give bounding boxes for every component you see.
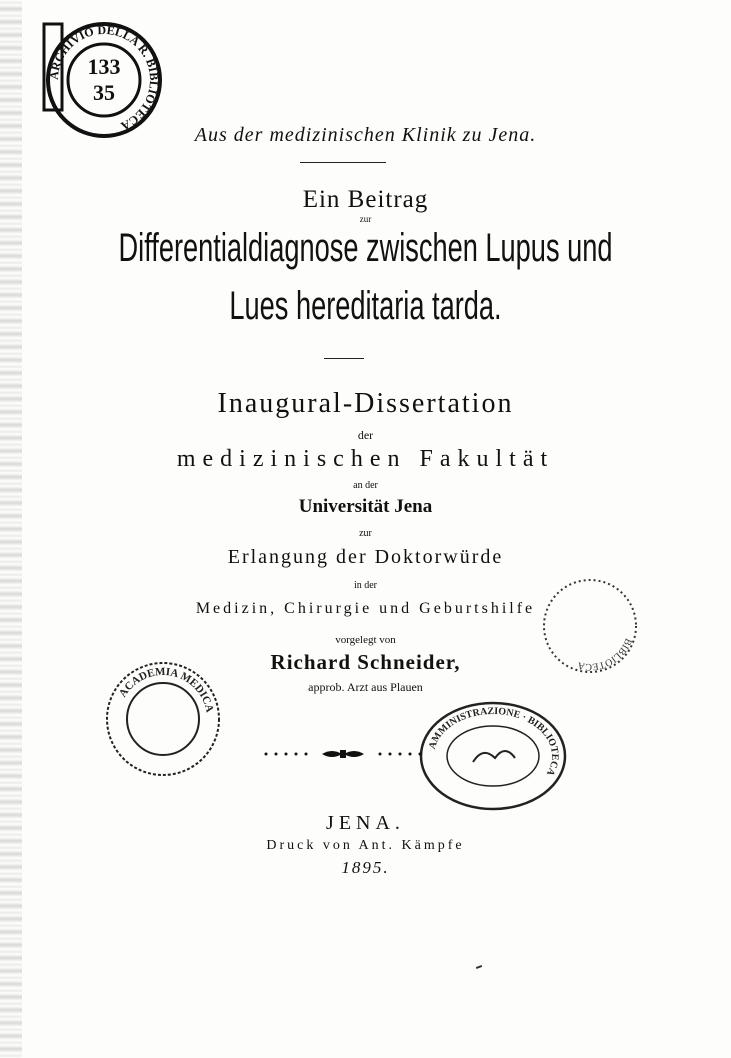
purpose-line: Erlangung der Doktorwürde <box>227 546 504 568</box>
institution-line: Aus der medizinischen Klinik zu Jena. <box>194 124 537 146</box>
zur-line-2: zur <box>359 528 372 539</box>
library-stamp-top-left <box>44 20 164 140</box>
stamp-ring-text: AMMINISTRAZIONE · BIBLIOTECA <box>426 705 561 778</box>
speck-mark <box>476 965 482 969</box>
author-line: Richard Schneider, <box>270 650 461 674</box>
fields-line: Medizin, Chirurgie und Geburtshilfe <box>195 600 536 617</box>
shelf-number-2: 35 <box>93 80 115 105</box>
imprint-year: 1895. <box>341 858 390 877</box>
stamp-ring-text: ARCHIVIO DELLA R. BIBLIOTECA <box>46 22 162 134</box>
title-line-1: Differentialdiagnose zwischen Lupus und <box>118 226 613 270</box>
author-desc-line: approb. Arzt aus Plauen <box>308 680 423 694</box>
submitted-line: vorgelegt von <box>335 634 396 646</box>
library-stamp-mid-left <box>104 660 222 778</box>
library-stamp-right-edge <box>540 576 640 676</box>
imprint-city: JENA. <box>326 812 405 834</box>
dissertation-line: Inaugural-Dissertation <box>217 388 514 419</box>
rule-1 <box>300 162 386 163</box>
imprint-printer: Druck von Ant. Kämpfe <box>266 838 465 853</box>
rule-2 <box>324 358 364 359</box>
stamp-ring-text: BIBLIOTECA <box>576 636 634 673</box>
ornament-divider <box>262 748 424 760</box>
stamp-ring-text: ACADEMIA MEDICA <box>116 665 216 714</box>
university-line: Universität Jena <box>298 496 433 517</box>
an-der-line: an der <box>353 480 378 491</box>
svg-text:BIBLIOTECA <box>576 637 634 672</box>
title-line-2: Lues hereditaria tarda. <box>229 284 502 328</box>
der-line: der <box>357 428 374 442</box>
intro-line: Ein Beitrag <box>302 186 429 213</box>
library-stamp-mid-right <box>418 700 568 812</box>
shelf-number-1: 133 <box>87 54 121 79</box>
faculty-line: medizinischen Fakultät <box>176 446 555 472</box>
zur-line-1: zur <box>359 214 372 224</box>
in-der-line: in der <box>353 580 378 591</box>
